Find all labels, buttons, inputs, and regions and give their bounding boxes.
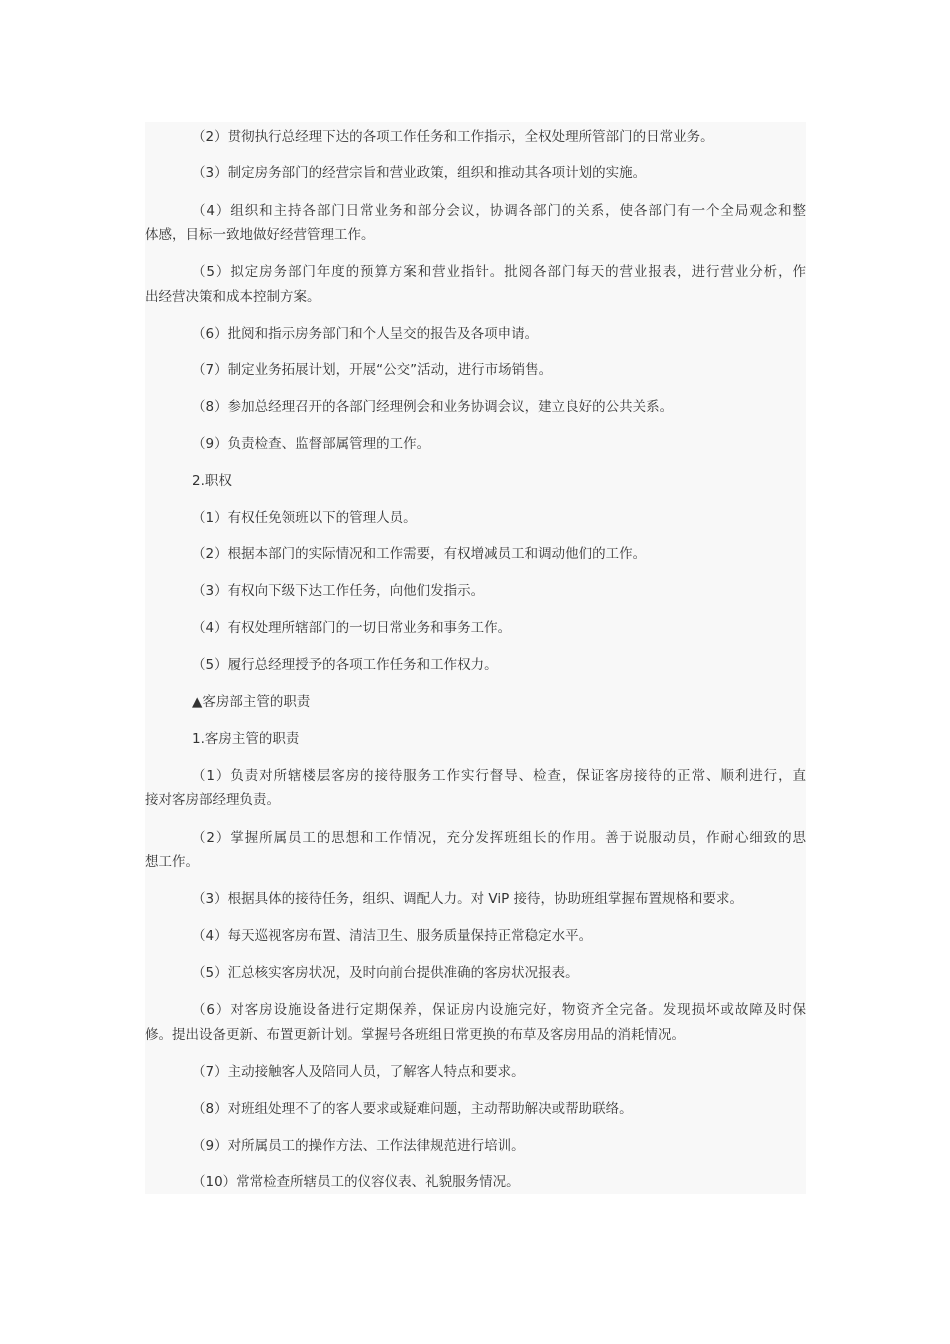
paragraph-line: （5）履行总经理授予的各项工作任务和工作权力。	[192, 657, 498, 673]
paragraph-line: （2）贯彻执行总经理下达的各项工作任务和工作指示，全权处理所管部门的日常业务。	[192, 129, 714, 145]
paragraph-line: （3）有权向下级下达工作任务，向他们发指示。	[192, 583, 485, 599]
document-page	[145, 122, 806, 1194]
paragraph-line: （2）根据本部门的实际情况和工作需要，有权增减员工和调动他们的工作。	[192, 546, 647, 562]
paragraph-line: （5）汇总核实客房状况，及时向前台提供准确的客房状况报表。	[192, 965, 579, 981]
paragraph-line: （1）有权任免领班以下的管理人员。	[192, 510, 417, 526]
paragraph-line: （9）对所属员工的操作方法、工作法律规范进行培训。	[192, 1138, 525, 1154]
paragraph-line: （8）参加总经理召开的各部门经理例会和业务协调会议，建立良好的公共关系。	[192, 399, 674, 415]
paragraph-line: （4）组织和主持各部门日常业务和部分会议，协调各部门的关系，使各部门有一个全局观念和整	[192, 203, 806, 219]
paragraph-line: （7）主动接触客人及陪同人员，了解客人特点和要求。	[192, 1064, 525, 1080]
paragraph-line: （4）有权处理所辖部门的一切日常业务和事务工作。	[192, 620, 512, 636]
section-heading: 2.职权	[192, 473, 232, 489]
section-heading: ▲客房部主管的职责	[192, 694, 311, 710]
paragraph-line: （10）常常检查所辖员工的仪容仪表、礼貌服务情况。	[192, 1174, 520, 1190]
paragraph-line: （6）对客房设施设备进行定期保养，保证房内设施完好，物资齐全完备。发现损坏或故障及时保	[192, 1002, 806, 1018]
paragraph-line: （6）批阅和指示房务部门和个人呈交的报告及各项申请。	[192, 326, 539, 342]
paragraph-line: （8）对班组处理不了的客人要求或疑难问题，主动帮助解决或帮助联络。	[192, 1101, 633, 1117]
paragraph-line: （3）根据具体的接待任务，组织、调配人力。对 ViP 接待，协助班组掌握布置规格和要求。	[192, 891, 744, 907]
paragraph-line-cont: 修。提出设备更新、布置更新计划。掌握号各班组日常更换的布草及客房用品的消耗情况。	[145, 1027, 685, 1043]
paragraph-line: （1）负责对所辖楼层客房的接待服务工作实行督导、检查，保证客房接待的正常、顺利进行，直	[192, 768, 806, 784]
paragraph-line-cont: 想工作。	[145, 854, 199, 870]
paragraph-line-cont: 接对客房部经理负责。	[145, 792, 280, 808]
section-heading: 1.客房主管的职责	[192, 731, 300, 747]
paragraph-line-cont: 出经营决策和成本控制方案。	[145, 289, 321, 305]
paragraph-line: （3）制定房务部门的经营宗旨和营业政策，组织和推动其各项计划的实施。	[192, 165, 647, 181]
paragraph-line: （5）拟定房务部门年度的预算方案和营业指针。批阅各部门每天的营业报表，进行营业分析，作	[192, 264, 806, 280]
paragraph-line-cont: 体感，目标一致地做好经营管理工作。	[145, 227, 375, 243]
paragraph-line: （4）每天巡视客房布置、清洁卫生、服务质量保持正常稳定水平。	[192, 928, 593, 944]
paragraph-line: （2）掌握所属员工的思想和工作情况，充分发挥班组长的作用。善于说服动员，作耐心细致的思	[192, 830, 806, 846]
paragraph-line: （9）负责检查、监督部属管理的工作。	[192, 436, 431, 452]
paragraph-line: （7）制定业务拓展计划，开展“公交”活动，进行市场销售。	[192, 362, 553, 378]
